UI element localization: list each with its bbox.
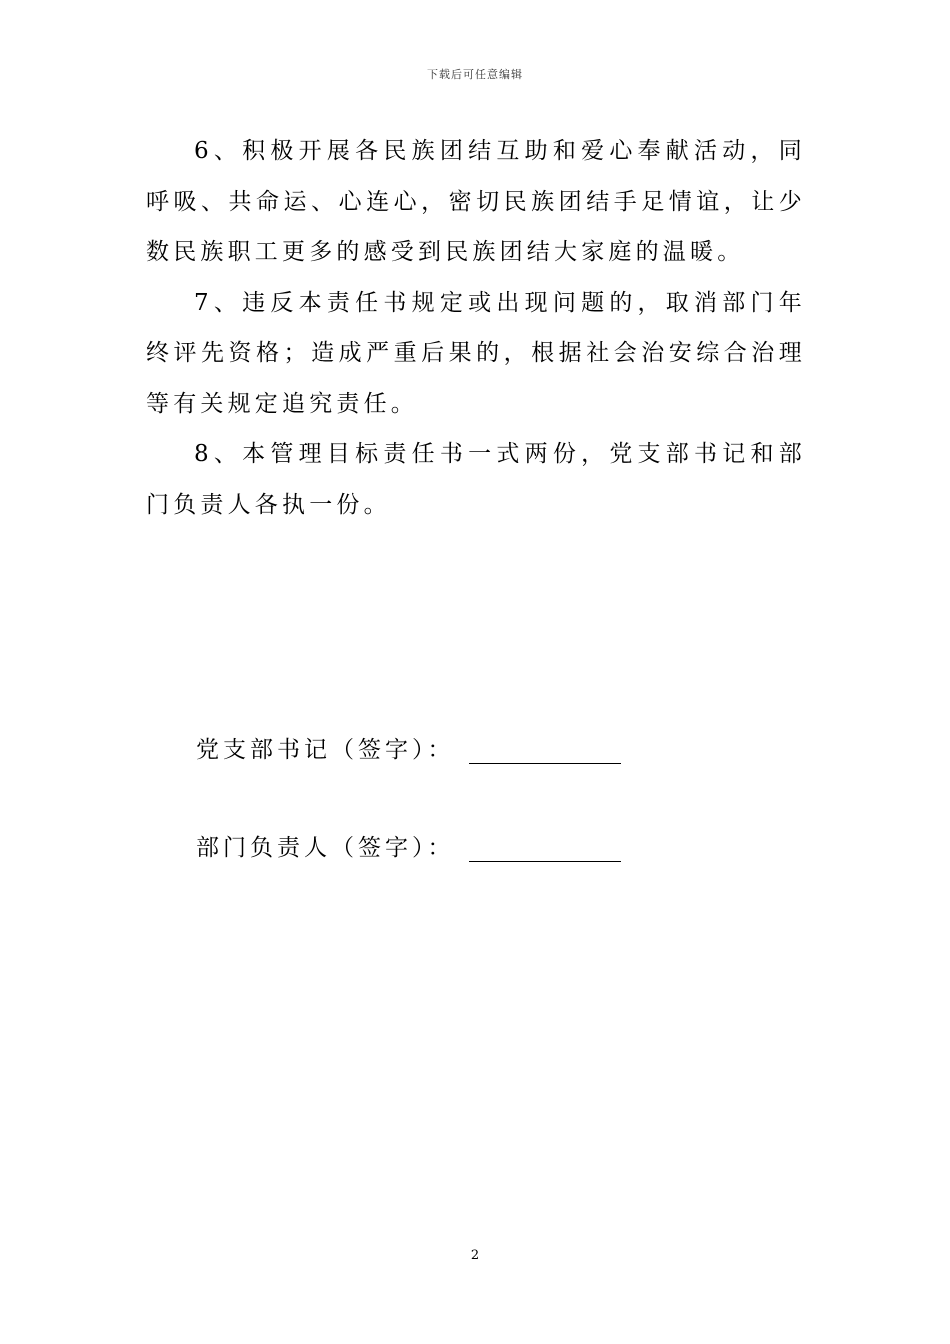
paragraph-item-8: 8、本管理目标责任书一式两份，党支部书记和部门负责人各执一份。 bbox=[146, 441, 806, 518]
signature-blank-line bbox=[469, 735, 621, 764]
document-body bbox=[146, 126, 806, 530]
page-header: 下载后可任意编辑 bbox=[427, 68, 523, 81]
paragraph-item-6: 6、积极开展各民族团结互助和爱心奉献活动，同呼吸、共命运、心连心，密切民族团结手足情谊，让少数民族职工更多的感受到民族团结大家庭的温暖。 bbox=[146, 138, 806, 265]
signature-label: 部门负责人（签字）： bbox=[196, 835, 455, 861]
signature-department-head bbox=[196, 828, 621, 862]
signature-party-secretary bbox=[196, 730, 621, 764]
paragraph-item-7: 7、违反本责任书规定或出现问题的，取消部门年终评先资格；造成严重后果的，根据社会治安综合治理等有关规定追究责任。 bbox=[146, 289, 806, 417]
signature-label: 党支部书记（签字）： bbox=[196, 737, 455, 763]
signature-blank-line bbox=[469, 833, 621, 862]
page-number: 2 bbox=[470, 1248, 480, 1263]
